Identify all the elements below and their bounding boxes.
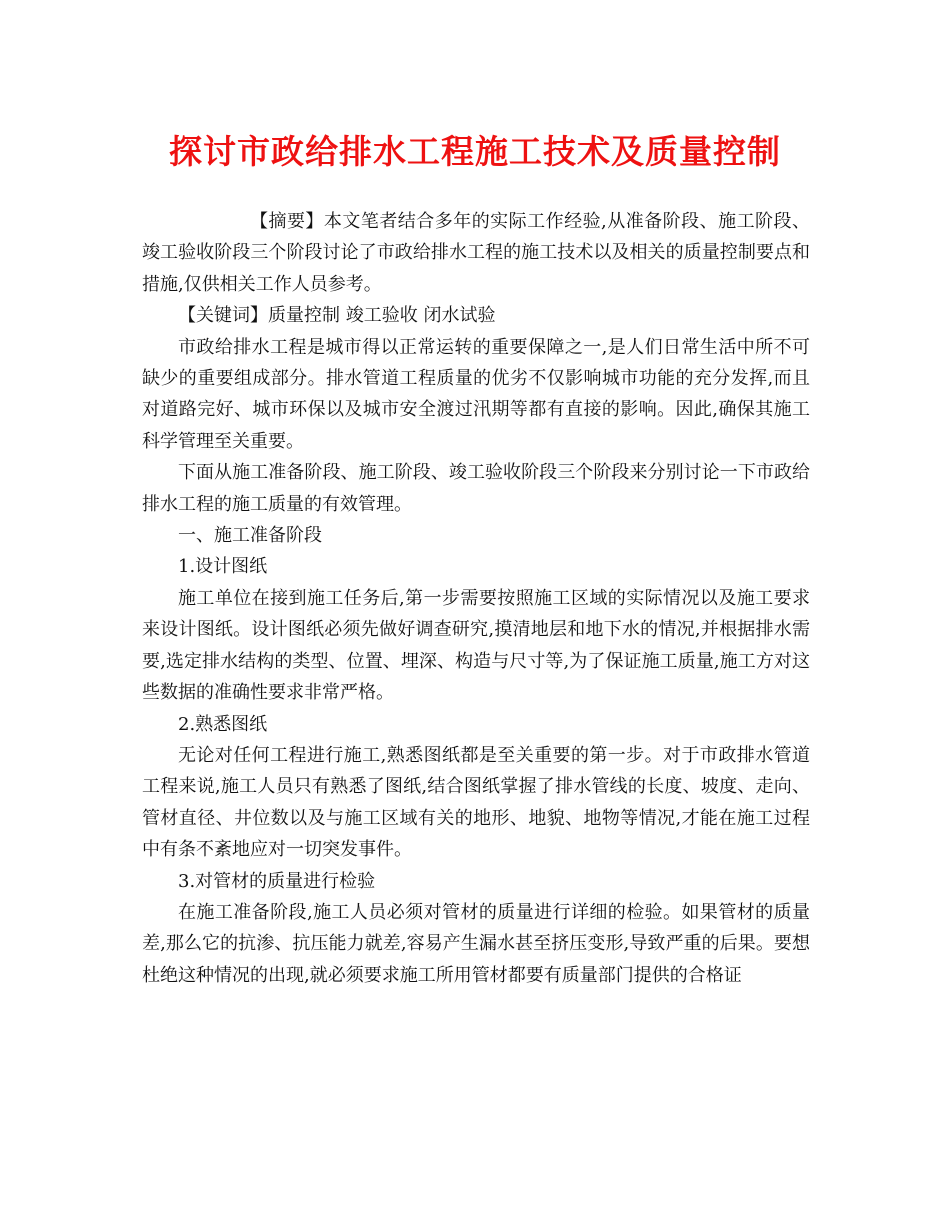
body-paragraph: 无论对任何工程进行施工,熟悉图纸都是至关重要的第一步。对于市政排水管道工程来说,施工人员只有熟悉了图纸,结合图纸掌握了排水管线的长度、坡度、走向、管材直径、井位数以及与施工区域有关的地形、地貌、地物等情况,才能在施工过程中有条不紊地应对一切突发事件。	[142, 744, 810, 861]
document-body	[142, 206, 810, 991]
document-title: 探讨市政给排水工程施工技术及质量控制	[169, 132, 781, 171]
section-heading: 一、施工准备阶段	[178, 525, 322, 547]
body-paragraph: 施工单位在接到施工任务后,第一步需要按照施工区域的实际情况以及施工要求来设计图纸。设计图纸必须先做好调查研究,摸清地层和地下水的情况,并根据排水需要,选定排水结构的类型、位置、埋深、构造与尺寸等,为了保证施工质量,施工方对这些数据的准确性要求非常严格。	[142, 587, 810, 704]
body-paragraph: 市政给排水工程是城市得以正常运转的重要保障之一,是人们日常生活中所不可缺少的重要组成部分。排水管道工程质量的优劣不仅影响城市功能的充分发挥,而且对道路完好、城市环保以及城市安全渡过汛期等都有直接的影响。因此,确保其施工科学管理至关重要。	[142, 336, 810, 452]
subsection-heading: 3.对管材的质量进行检验	[178, 870, 376, 892]
body-paragraph: 在施工准备阶段,施工人员必须对管材的质量进行详细的检验。如果管材的质量差,那么它的抗渗、抗压能力就差,容易产生漏水甚至挤压变形,导致严重的后果。要想杜绝这种情况的出现,就必须要求施工所用管材都要有质量部门提供的合格证	[142, 901, 810, 986]
abstract-paragraph: 【摘要】本文笔者结合多年的实际工作经验,从准备阶段、施工阶段、竣工验收阶段三个阶段讨论了市政给排水工程的施工技术以及相关的质量控制要点和措施,仅供相关工作人员参考。	[142, 211, 810, 295]
body-paragraph: 下面从施工准备阶段、施工阶段、竣工验收阶段三个阶段来分别讨论一下市政给排水工程的施工质量的有效管理。	[142, 462, 810, 515]
subsection-heading: 1.设计图纸	[178, 556, 268, 578]
subsection-heading: 2.熟悉图纸	[178, 713, 268, 735]
keywords-paragraph: 【关键词】质量控制 竣工验收 闭水试验	[178, 305, 496, 327]
